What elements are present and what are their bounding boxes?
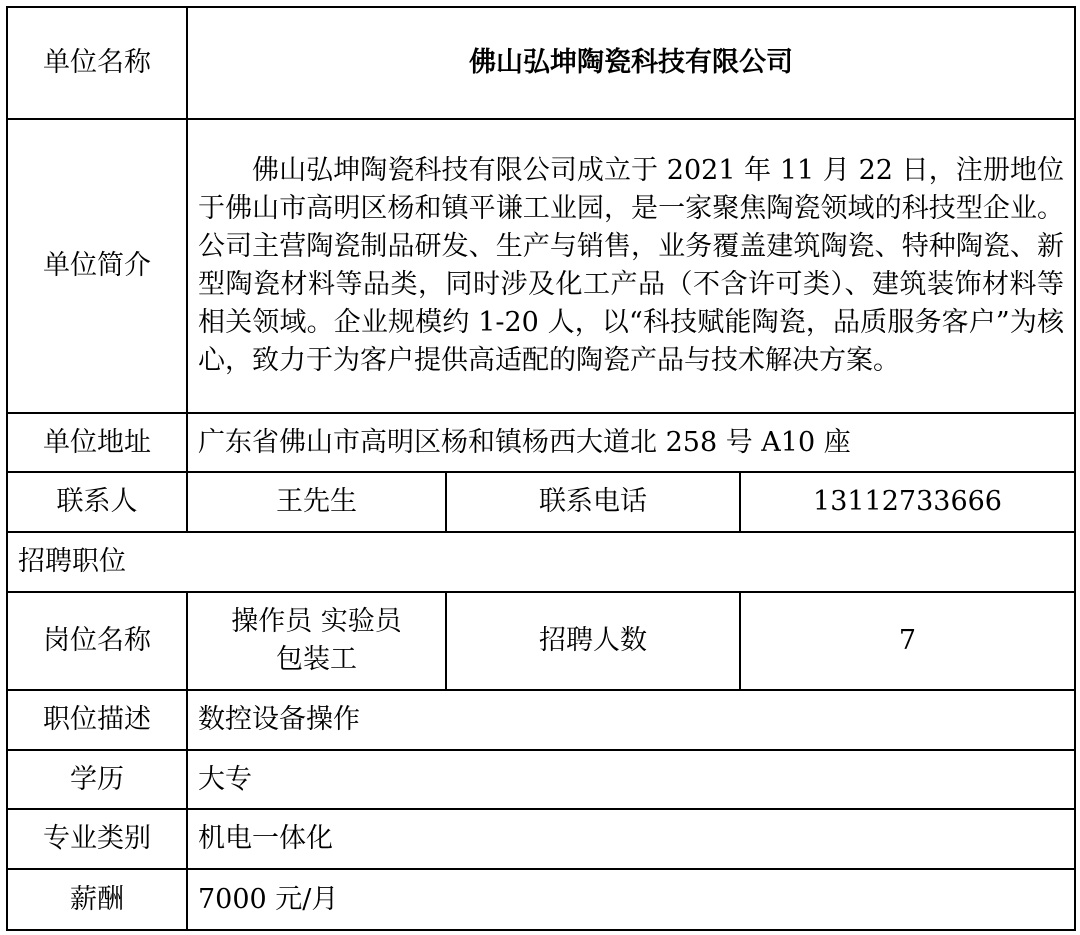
position-value-line1: 操作员 实验员: [231, 606, 402, 637]
company-intro-text: 佛山弘坤陶瓷科技有限公司成立于 2021 年 11 月 22 日，注册地位于佛山市高明区杨和镇平谦工业园，是一家聚焦陶瓷领域的科技型企业。公司主营陶瓷制品研发、生产与销售，业务覆盖建筑陶瓷、特种陶瓷、新型陶瓷材料等品类，同时涉及化工产品（不含许可类）、建筑装饰材料等相关领域。企业规模约 1-20 人，以“科技赋能陶瓷，品质服务客户”为核心，致力于为客户提供高适配的陶瓷产品与技术解决方案。: [187, 119, 1075, 413]
recruitment-section-row: [7, 532, 1075, 592]
company-address-label: 单位地址: [7, 413, 187, 472]
contact-phone-label: 联系电话: [446, 472, 740, 532]
salary-row: [7, 869, 1075, 930]
job-description-label: 职位描述: [7, 690, 187, 750]
position-row: [7, 592, 1075, 690]
company-address-row: [7, 413, 1075, 472]
position-value-line2: 包装工: [276, 644, 357, 675]
company-name-row: [7, 7, 1075, 119]
recruitment-form-table: [6, 6, 1076, 931]
education-label: 学历: [7, 750, 187, 809]
job-description-row: [7, 690, 1075, 750]
education-value: 大专: [187, 750, 1075, 809]
contact-person-value: 王先生: [187, 472, 446, 532]
company-name-value: 佛山弘坤陶瓷科技有限公司: [187, 7, 1075, 119]
major-label: 专业类别: [7, 809, 187, 869]
job-description-value: 数控设备操作: [187, 690, 1075, 750]
headcount-value: 7: [740, 592, 1075, 690]
position-label: 岗位名称: [7, 592, 187, 690]
major-row: [7, 809, 1075, 869]
contact-person-label: 联系人: [7, 472, 187, 532]
major-value: 机电一体化: [187, 809, 1075, 869]
contact-row: [7, 472, 1075, 532]
salary-label: 薪酬: [7, 869, 187, 930]
position-value: [187, 592, 446, 690]
recruitment-section-title: 招聘职位: [7, 532, 1075, 592]
education-row: [7, 750, 1075, 809]
company-intro-row: [7, 119, 1075, 413]
company-intro-label: 单位简介: [7, 119, 187, 413]
contact-phone-value: 13112733666: [740, 472, 1075, 532]
headcount-label: 招聘人数: [446, 592, 740, 690]
salary-value: 7000 元/月: [187, 869, 1075, 930]
company-name-label: 单位名称: [7, 7, 187, 119]
company-address-value: 广东省佛山市高明区杨和镇杨西大道北 258 号 A10 座: [187, 413, 1075, 472]
